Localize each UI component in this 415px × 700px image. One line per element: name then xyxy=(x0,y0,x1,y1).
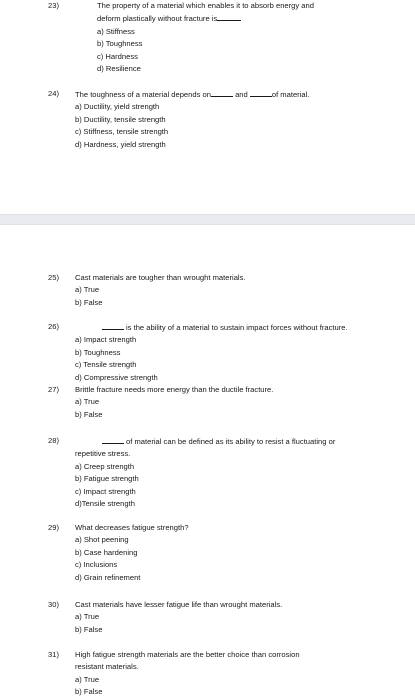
option: a) Impact strength xyxy=(75,335,137,345)
option: b) Fatigue strength xyxy=(75,474,139,484)
question-24 xyxy=(48,88,408,152)
option: a) True xyxy=(75,674,100,684)
question-number: 25) xyxy=(48,273,59,282)
question-body xyxy=(75,321,348,384)
option: c) Impact strength xyxy=(75,486,136,496)
option: b) Toughness xyxy=(75,347,121,357)
question-text-line: of material can be defined as its ability to resist a fluctuating or xyxy=(75,435,335,448)
question-body xyxy=(75,649,300,699)
question-body xyxy=(75,599,282,636)
question-number: 23) xyxy=(48,1,59,10)
answer-blank xyxy=(102,321,124,330)
question-23 xyxy=(48,0,408,76)
option: a) Stiffness xyxy=(97,26,135,36)
option: a) Ductility, yield strength xyxy=(75,102,160,112)
question-26 xyxy=(48,321,408,385)
question-25 xyxy=(48,272,408,312)
option: c) Stiffness, tensile strength xyxy=(75,127,169,137)
option: d) Hardness, yield strength xyxy=(75,139,166,149)
option: a) True xyxy=(75,397,100,407)
question-number: 24) xyxy=(48,89,59,98)
option: b) False xyxy=(75,409,103,419)
option: d) Grain refinement xyxy=(75,572,141,582)
question-text-line: repetitive stress. xyxy=(75,449,131,459)
question-28 xyxy=(48,435,408,513)
option: b) Toughness xyxy=(97,39,143,49)
question-body xyxy=(97,0,314,75)
question-text-line: Brittle fracture needs more energy than the ductile fracture. xyxy=(75,385,274,394)
option: d) Resilience xyxy=(97,64,141,74)
question-body xyxy=(75,272,246,309)
question-text-line: What decreases fatigue strength? xyxy=(75,523,189,532)
question-body xyxy=(75,435,335,510)
option: c) Hardness xyxy=(97,51,138,61)
question-number: 30) xyxy=(48,600,59,609)
question-text-line: deform plastically without fracture is xyxy=(97,12,314,25)
option: a) Shot peening xyxy=(75,535,129,545)
answer-blank xyxy=(102,435,124,444)
question-29 xyxy=(48,522,408,586)
question-number: 27) xyxy=(48,385,59,394)
question-text-line: is the ability of a material to sustain impact forces without fracture. xyxy=(75,321,348,334)
question-body xyxy=(75,384,273,421)
option: b) Ductility, tensile strength xyxy=(75,114,166,124)
option: a) Creep strength xyxy=(75,461,135,471)
option: d) Compressive strength xyxy=(75,372,158,382)
question-text-line: The property of a material which enables it to absorb energy and xyxy=(97,1,314,10)
option: c) Inclusions xyxy=(75,560,118,570)
option: a) True xyxy=(75,285,100,295)
question-text-line: Cast materials have lesser fatigue life than wrought materials. xyxy=(75,600,283,609)
question-body xyxy=(75,88,309,151)
question-number: 29) xyxy=(48,523,59,532)
question-text-line: Cast materials are tougher than wrought materials. xyxy=(75,273,246,282)
answer-blank xyxy=(211,88,233,97)
question-text-line: High fatigue strength materials are the better choice than corrosion xyxy=(75,650,300,659)
question-27 xyxy=(48,384,408,424)
question-text-line: resistant materials. xyxy=(75,662,139,672)
question-number: 31) xyxy=(48,650,59,659)
option: b) Case hardening xyxy=(75,547,138,557)
question-30 xyxy=(48,599,408,639)
page-divider xyxy=(0,214,415,225)
option: d)Tensile strength xyxy=(75,499,135,509)
option: b) False xyxy=(75,687,103,697)
question-text-line: The toughness of a material depends on and of material. xyxy=(75,90,310,99)
question-31 xyxy=(48,649,408,700)
answer-blank xyxy=(250,88,272,97)
option: b) False xyxy=(75,297,103,307)
option: c) Tensile strength xyxy=(75,360,137,370)
option: a) True xyxy=(75,612,100,622)
answer-blank xyxy=(217,12,241,21)
option: b) False xyxy=(75,624,103,634)
question-number: 28) xyxy=(48,436,59,445)
question-body xyxy=(75,522,189,584)
question-number: 26) xyxy=(48,322,59,331)
